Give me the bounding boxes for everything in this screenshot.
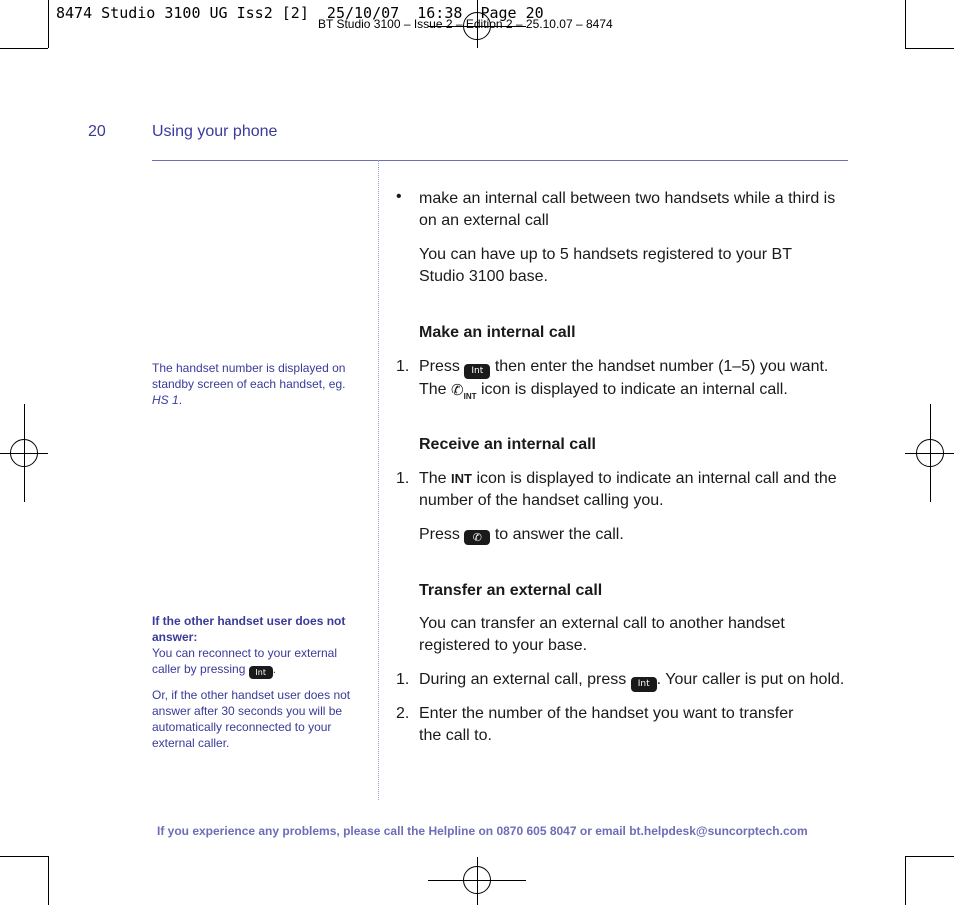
int-key-icon: Int (631, 677, 657, 692)
crop-mark-br-v (905, 856, 906, 905)
transfer-intro: You can transfer an external call to another handset registered to your base. (419, 615, 785, 654)
sidebar-note-handset-number (152, 360, 362, 408)
crop-mark-bl-v (48, 856, 49, 905)
heading-transfer-external: Transfer an external call (419, 582, 603, 599)
crop-mark-br-h (905, 856, 954, 857)
page-number: 20 (88, 123, 106, 140)
bullet-text: make an internal call between two handsets while a third is on an external call (419, 190, 836, 229)
phone-int-icon: $✆_{INT}$ (451, 382, 477, 401)
press-answer: Press ✆ to answer the call. (419, 526, 624, 544)
step-number: 1. (396, 358, 410, 375)
heading-make-internal: Make an internal call (419, 324, 576, 341)
column-divider (378, 160, 379, 800)
int-key-icon: Int (249, 666, 273, 679)
step-number: 1. (396, 671, 410, 688)
step-transfer-1: During an external call, press Int . Your caller is put on hold. (419, 669, 851, 692)
answer-phone-icon: ✆ (464, 530, 490, 545)
sidebar-note-no-answer (152, 613, 362, 751)
lcd-text: HS 1 (152, 393, 179, 407)
bullet-marker: • (396, 188, 402, 205)
section-title: Using your phone (152, 123, 278, 140)
note-text: The handset number is displayed on standby screen of each handset, eg. (152, 361, 346, 391)
crop-mark-tr-h (905, 48, 954, 49)
crop-mark-tl-v (48, 0, 49, 48)
step-make-internal: Press Int then enter the handset number (1–5) you want. The $✆_{INT}$ icon is displayed to indicate an internal call. (419, 356, 851, 408)
note-end: . (178, 393, 183, 407)
printer-slug: 8474 Studio 3100 UG Iss2 [2] 25/10/07 16:38 Page 20 (56, 4, 544, 22)
step-number: 2. (396, 705, 410, 722)
heading-receive-internal: Receive an internal call (419, 436, 596, 453)
note-para2: Or, if the other handset user does not answer after 30 seconds you will be automatically reconnected to your external caller. (152, 688, 351, 750)
note-line: You can reconnect to your external caller by pressing Int . (152, 646, 338, 677)
helpline-footer: If you experience any problems, please call the Helpline on 0870 605 8047 or email bt.helpdesk@suncorptech.com (157, 824, 808, 838)
header-rule (152, 160, 848, 161)
step-receive-internal: The INT icon is displayed to indicate an internal call and the number of the handset calling you. (419, 470, 837, 509)
note-heading: If the other handset user does not answer: (152, 614, 346, 644)
crop-mark-tr-v (905, 0, 906, 48)
registered-text: You can have up to 5 handsets registered to your BT Studio 3100 base. (419, 246, 792, 285)
crop-mark-tl-h (0, 48, 48, 49)
step-transfer-2: Enter the number of the handset you want to transfer the call to. (419, 705, 794, 744)
int-display-icon: INT (451, 471, 472, 486)
printer-slug-sub: BT Studio 3100 – Issue 2 – Edition 2 – 25.10.07 – 8474 (318, 17, 613, 31)
int-key-icon: Int (464, 364, 490, 379)
crop-mark-bl-h (0, 856, 48, 857)
step-number: 1. (396, 470, 410, 487)
